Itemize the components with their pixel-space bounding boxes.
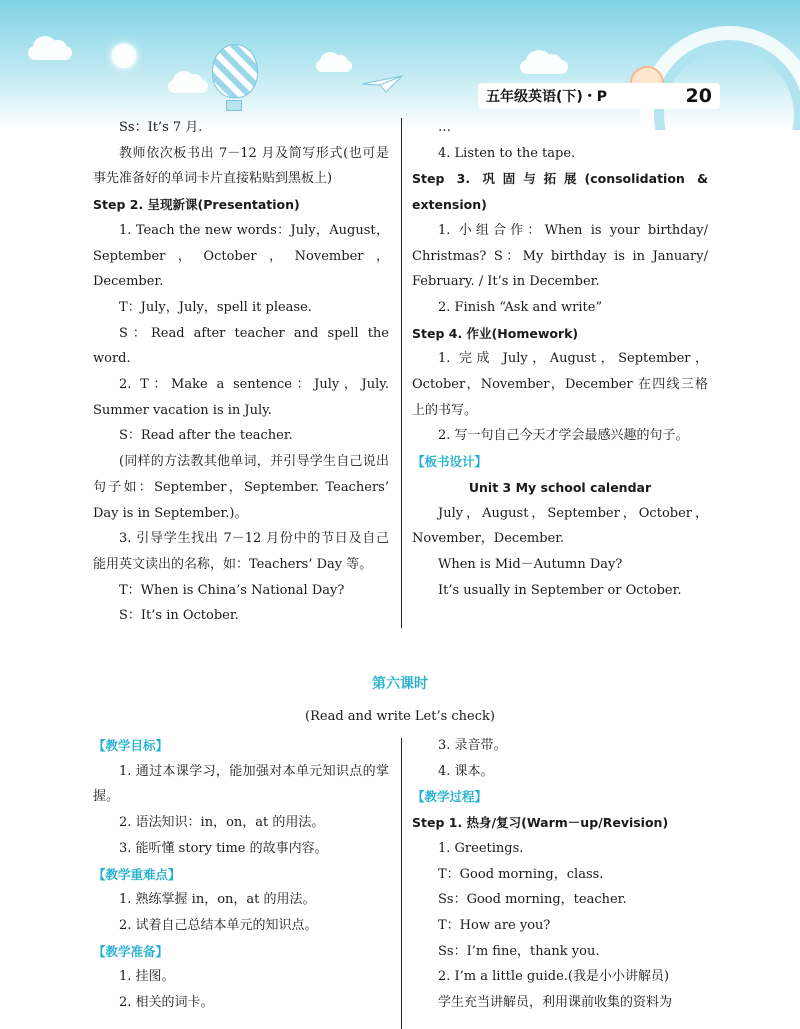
cloud-icon (520, 60, 568, 74)
text-line: T：When is China’s National Day? (119, 582, 345, 598)
text-line: It’s usually in September or October. (438, 582, 682, 598)
text-line: 2. Finish “Ask and write” (438, 299, 603, 315)
text-line: 学生充当讲解员，利用课前收集的资料为 (438, 995, 673, 1011)
text-line: Ss：It’s 7 月. (119, 120, 203, 135)
sun-icon (112, 44, 136, 68)
text-line: 3. 能听懂 story time 的故事内容。 (119, 840, 328, 856)
text-line: S：It’s in October. (119, 608, 239, 624)
unit-title: Unit 3 My school calendar (468, 479, 652, 495)
text-paragraph: 2. T：Make a sentence：July，July. Summer vacation is in July. (93, 377, 389, 418)
lesson-subtitle: (Read and write Let’s check) (305, 709, 495, 724)
text-line: Ss：I’m fine，thank you. (438, 943, 600, 959)
text-line: T：Good morning，class. (438, 866, 604, 882)
column-divider (401, 738, 402, 1029)
text-line: … (438, 120, 451, 135)
column-divider (401, 118, 402, 628)
text-line: S：Read after teacher and spell the word. (93, 325, 389, 367)
text-line: S：Read after the teacher. (119, 428, 293, 444)
cloud-icon (316, 60, 352, 72)
lesson-title: 第六课时 (372, 676, 428, 692)
cloud-icon (168, 80, 208, 93)
header-banner (0, 0, 800, 130)
balloon-basket-icon (226, 100, 242, 111)
page-header (478, 83, 720, 109)
text-line: 3. 录音带。 (438, 738, 507, 753)
page-number: 20 (685, 85, 712, 107)
text-line: 2. 相关的词卡。 (119, 995, 214, 1011)
left-column-bottom (93, 733, 389, 1016)
text-line: 1. 挂图。 (119, 969, 175, 985)
text-paragraph: (同样的方法教其他单词，并引导学生自己说出句子如：September，September. Teachers’ Day is in September.)。 (93, 454, 389, 521)
text-line: 1. Greetings. (438, 840, 524, 856)
text-line: 2. I’m a little guide.(我是小小讲解员) (438, 969, 670, 985)
text-line: 4. 课本。 (438, 763, 494, 779)
text-paragraph: 2. 写一句自己今天才学会最感兴趣的句子。 (438, 428, 689, 444)
text-line: 2. 试着自己总结本单元的知识点。 (119, 917, 318, 933)
book-title: 五年级英语(下)・P (486, 89, 608, 105)
text-line: 2. 语法知识：in，on，at 的用法。 (119, 815, 325, 831)
step-heading: Step 3. 巩固与拓展(consolidation & extension) (412, 171, 708, 213)
text-paragraph: 3. 引导学生找出 7－12 月份中的节日及自己能用英文读出的名称，如：Teachers’ Day 等。 (93, 531, 389, 572)
text-line: 4. Listen to the tape. (438, 145, 576, 161)
text-line: T：How are you? (438, 917, 551, 933)
text-line: When is Mid－Autumn Day? (438, 556, 623, 572)
cloud-icon (28, 46, 72, 60)
section-tag-board-design: 【板书设计】 (412, 454, 488, 470)
step-heading: Step 4. 作业(Homework) (412, 325, 579, 341)
hot-air-balloon-icon (212, 44, 258, 98)
left-column-top (93, 115, 389, 629)
section-tag-key-points: 【教学重难点】 (93, 866, 181, 882)
text-paragraph: 1. 完成 July，August，September，October，November，December 在四线三格上的书写。 (412, 351, 708, 418)
text-paragraph: 教师依次板书出 7－12 月及简写形式(也可是事先准备好的单词卡片直接粘贴到黑板上) (93, 145, 389, 187)
step-heading: Step 2. 呈现新课(Presentation) (93, 197, 300, 213)
right-column-top (412, 115, 708, 603)
paper-plane-icon (360, 72, 404, 94)
right-column-bottom (412, 733, 708, 1016)
text-line: T：July，July，spell it please. (119, 299, 312, 315)
text-line: 1. 熟练掌握 in，on，at 的用法。 (119, 892, 316, 908)
section-tag-preparation: 【教学准备】 (93, 943, 169, 959)
text-line: Ss：Good morning，teacher. (438, 892, 627, 908)
step-heading: Step 1. 热身/复习(Warm－up/Revision) (412, 815, 669, 831)
text-paragraph: 1. 小组合作：When is your birthday/ Christmas? S：My birthday is in January/ February. / It’s in December. (412, 222, 708, 290)
text-paragraph: 1. Teach the new words：July，August，September，October，November，December. (93, 222, 389, 290)
section-tag-objectives: 【教学目标】 (93, 738, 169, 753)
text-paragraph: 1. 通过本课学习，能加强对本单元知识点的掌握。 (93, 763, 389, 805)
text-paragraph: July，August，September，October，November，December. (412, 505, 708, 547)
section-tag-process: 【教学过程】 (412, 789, 488, 805)
